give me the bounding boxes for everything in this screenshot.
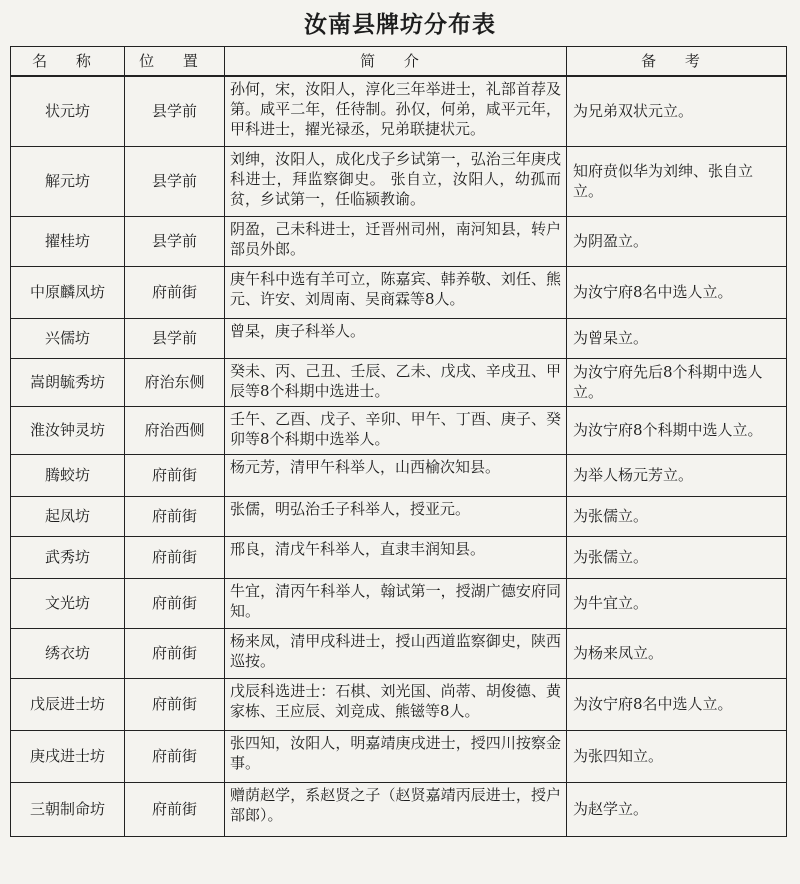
cell-intro: 邢良，清戊午科举人，直隶丰润知县。 xyxy=(225,536,567,578)
table-row xyxy=(11,146,787,216)
cell-intro: 壬午、乙酉、戊子、辛卯、甲午、丁酉、庚子、癸卯等8个科期中选举人。 xyxy=(225,406,567,454)
cell-location: 府前街 xyxy=(125,730,225,782)
table-row xyxy=(11,216,787,266)
table-row xyxy=(11,782,787,836)
cell-note: 为张儒立。 xyxy=(567,496,787,536)
table-row xyxy=(11,406,787,454)
cell-location: 府前街 xyxy=(125,536,225,578)
cell-note: 为汝宁府先后8个科期中选人立。 xyxy=(567,358,787,406)
cell-note: 为汝宁府8名中选人立。 xyxy=(567,678,787,730)
table-row xyxy=(11,454,787,496)
cell-note: 为赵学立。 xyxy=(567,782,787,836)
cell-name: 文光坊 xyxy=(11,578,125,628)
cell-name: 解元坊 xyxy=(11,146,125,216)
cell-name: 中原麟凤坊 xyxy=(11,266,125,318)
cell-name: 绣衣坊 xyxy=(11,628,125,678)
cell-location: 府前街 xyxy=(125,454,225,496)
cell-intro: 赠荫赵学，系赵贤之子（赵贤嘉靖丙辰进士，授户部郎）。 xyxy=(225,782,567,836)
cell-intro: 刘绅，汝阳人，成化戊子乡试第一，弘治三年庚戌科进士，拜监察御史。 张自立，汝阳人，幼孤而贫，乡试第一，任临颍教谕。 xyxy=(225,146,567,216)
cell-note: 为汝宁府8个科期中选人立。 xyxy=(567,406,787,454)
header-location: 位 置 xyxy=(125,47,225,77)
table-row xyxy=(11,76,787,146)
table-row xyxy=(11,266,787,318)
cell-location: 府前街 xyxy=(125,678,225,730)
cell-location: 府前街 xyxy=(125,782,225,836)
cell-note: 为阴盈立。 xyxy=(567,216,787,266)
cell-note: 为曾杲立。 xyxy=(567,318,787,358)
cell-location: 县学前 xyxy=(125,146,225,216)
header-note: 备 考 xyxy=(567,47,787,77)
table-row xyxy=(11,318,787,358)
cell-intro: 张四知，汝阳人，明嘉靖庚戌进士，授四川按察金事。 xyxy=(225,730,567,782)
table-row xyxy=(11,496,787,536)
cell-intro: 曾杲，庚子科举人。 xyxy=(225,318,567,358)
cell-intro: 戊辰科选进士：石棋、刘光国、尚蒂、胡俊德、黄家栋、王应辰、刘竞成、熊镃等8人。 xyxy=(225,678,567,730)
cell-location: 府前街 xyxy=(125,266,225,318)
header-intro: 简 介 xyxy=(225,47,567,77)
cell-intro: 牛宜，清丙午科举人，翰试第一，授湖广德安府同知。 xyxy=(225,578,567,628)
cell-intro: 癸未、丙、己丑、壬辰、乙未、戊戌、辛戌丑、甲辰等8个科期中选进士。 xyxy=(225,358,567,406)
cell-intro: 张儒，明弘治壬子科举人，授亚元。 xyxy=(225,496,567,536)
cell-location: 府前街 xyxy=(125,578,225,628)
cell-location: 县学前 xyxy=(125,318,225,358)
table-row xyxy=(11,678,787,730)
memorial-arch-table xyxy=(10,46,787,837)
cell-name: 三朝制命坊 xyxy=(11,782,125,836)
table-row xyxy=(11,628,787,678)
cell-note: 为张儒立。 xyxy=(567,536,787,578)
cell-note: 为牛宜立。 xyxy=(567,578,787,628)
cell-location: 府前街 xyxy=(125,628,225,678)
table-title: 汝南县牌坊分布表 xyxy=(304,12,496,38)
cell-location: 府前街 xyxy=(125,496,225,536)
header-name: 名 称 xyxy=(11,47,125,77)
cell-intro: 杨元芳，清甲午科举人，山西榆次知县。 xyxy=(225,454,567,496)
cell-name: 擢桂坊 xyxy=(11,216,125,266)
cell-location: 府治东侧 xyxy=(125,358,225,406)
table-row xyxy=(11,358,787,406)
cell-note: 为举人杨元芳立。 xyxy=(567,454,787,496)
cell-name: 戊辰进士坊 xyxy=(11,678,125,730)
cell-intro: 庚午科中选有羊可立，陈嘉宾、韩养敬、刘任、熊元、许安、刘周南、吴商霖等8人。 xyxy=(225,266,567,318)
cell-name: 武秀坊 xyxy=(11,536,125,578)
cell-name: 庚戌进士坊 xyxy=(11,730,125,782)
cell-name: 淮汝钟灵坊 xyxy=(11,406,125,454)
cell-location: 县学前 xyxy=(125,76,225,146)
cell-note: 知府贲似华为刘绅、张自立立。 xyxy=(567,146,787,216)
table-row xyxy=(11,536,787,578)
cell-location: 府治西侧 xyxy=(125,406,225,454)
cell-note: 为兄弟双状元立。 xyxy=(567,76,787,146)
cell-intro: 杨来凤，清甲戌科进士，授山西道监察御史，陕西巡按。 xyxy=(225,628,567,678)
cell-intro: 阴盈，己未科进士，迁晋州司州，南河知县，转户部员外郎。 xyxy=(225,216,567,266)
cell-note: 为汝宁府8名中选人立。 xyxy=(567,266,787,318)
cell-intro: 孙何，宋，汝阳人，淳化三年举进士，礼部首荐及第。咸平二年，任待制。孙仅，何弟，咸平元年，甲科进士，擢光禄丞，兄弟联捷状元。 xyxy=(225,76,567,146)
cell-note: 为张四知立。 xyxy=(567,730,787,782)
table-row xyxy=(11,578,787,628)
cell-name: 腾蛟坊 xyxy=(11,454,125,496)
cell-name: 状元坊 xyxy=(11,76,125,146)
cell-location: 县学前 xyxy=(125,216,225,266)
cell-name: 起凤坊 xyxy=(11,496,125,536)
cell-name: 嵩朗毓秀坊 xyxy=(11,358,125,406)
cell-name: 兴儒坊 xyxy=(11,318,125,358)
header-row xyxy=(11,47,787,77)
cell-note: 为杨来凤立。 xyxy=(567,628,787,678)
table-row xyxy=(11,730,787,782)
